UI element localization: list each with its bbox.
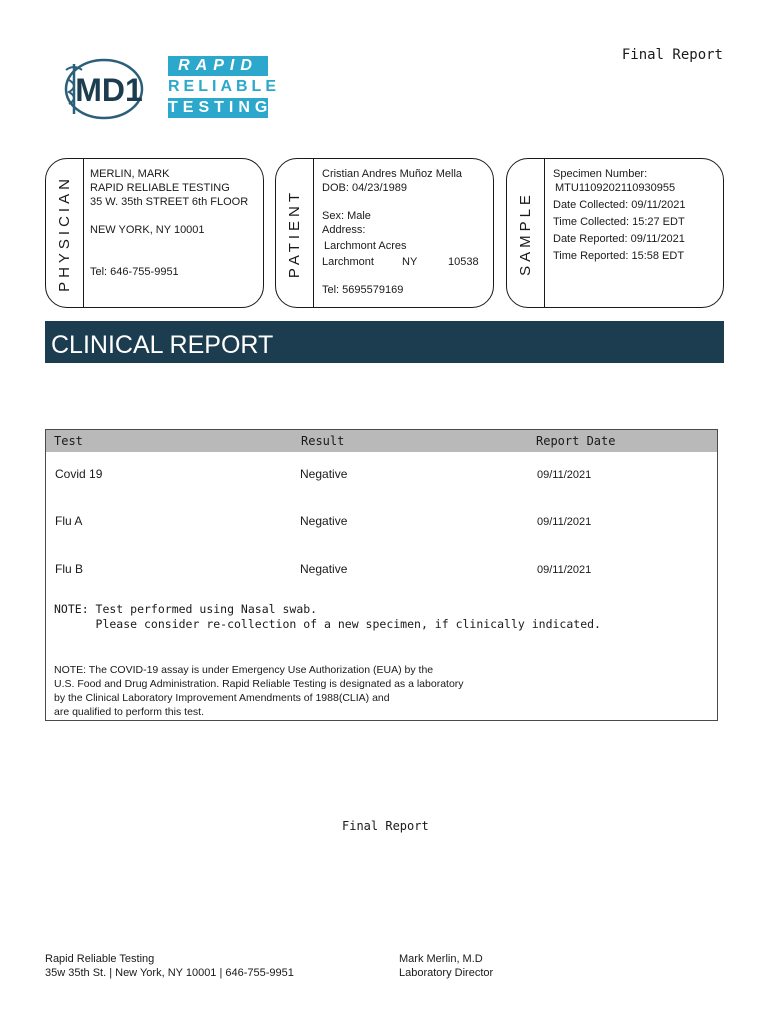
specimen-number-label: Specimen Number: xyxy=(553,168,648,180)
row-result: Negative xyxy=(300,562,348,576)
physician-label: PHYSICIAN xyxy=(56,174,74,292)
patient-tel: Tel: 5695579169 xyxy=(322,284,404,296)
col-header-report-date: Report Date xyxy=(536,434,616,448)
physician-city: NEW YORK, NY 10001 xyxy=(90,224,205,236)
eua-note-line: by the Clinical Laboratory Improvement Amendments of 1988(CLIA) and xyxy=(54,692,390,704)
sample-label: SAMPLE xyxy=(517,190,535,276)
date-reported-label: Date Reported: xyxy=(553,233,628,245)
date-collected: 09/11/2021 xyxy=(631,199,686,211)
clinical-report-banner: CLINICAL REPORT xyxy=(45,321,724,363)
physician-name: MERLIN, MARK xyxy=(90,168,170,180)
footer-director-name: Mark Merlin, M.D xyxy=(399,953,483,965)
footer-director-title: Laboratory Director xyxy=(399,967,494,979)
footer-organization xyxy=(45,952,294,980)
final-report-label: Final Report xyxy=(621,47,723,63)
patient-sex: Sex: Male xyxy=(322,210,371,222)
swab-note xyxy=(54,602,601,632)
footer-org-name: Rapid Reliable Testing xyxy=(45,953,155,965)
patient-label: PATIENT xyxy=(286,188,303,278)
table-row xyxy=(46,514,717,530)
row-result: Negative xyxy=(300,514,348,528)
footer-director xyxy=(399,952,493,980)
rapid-reliable-testing-logo xyxy=(168,56,280,119)
patient-address-label: Address: xyxy=(322,224,366,236)
final-report-footer-label: Final Report xyxy=(342,819,429,833)
swab-note-line1: NOTE: Test performed using Nasal swab. xyxy=(54,602,318,616)
col-header-test: Test xyxy=(54,434,83,448)
patient-name: Cristian Andres Muñoz Mella xyxy=(322,168,463,180)
date-reported: 09/11/2021 xyxy=(630,233,685,245)
results-header-row xyxy=(46,430,717,452)
physician-org: RAPID RELIABLE TESTING xyxy=(90,182,230,194)
row-test: Flu A xyxy=(55,514,83,528)
physician-box xyxy=(45,158,264,308)
row-test: Flu B xyxy=(55,562,84,576)
footer-org-address: 35w 35th St. | New York, NY 10001 | 646-755-9951 xyxy=(45,967,294,979)
md1-logo-text: MD1 xyxy=(75,72,143,108)
row-date: 09/11/2021 xyxy=(537,564,592,576)
results-table xyxy=(45,429,718,721)
row-test: Covid 19 xyxy=(55,467,103,481)
md1-logo xyxy=(62,56,146,122)
table-row xyxy=(46,467,717,483)
logo-line-reliable: RELIABLE xyxy=(168,78,280,95)
sample-box xyxy=(506,158,724,308)
specimen-number: MTU1109202110930955 xyxy=(555,182,676,194)
eua-note-line: are qualified to perform this test. xyxy=(54,706,204,718)
col-header-result: Result xyxy=(301,434,345,448)
eua-note-line: U.S. Food and Drug Administration. Rapid Reliable Testing is designated as a laboratory xyxy=(54,678,464,690)
table-row xyxy=(46,562,717,578)
patient-city: Larchmont xyxy=(322,256,374,268)
eua-note-line: NOTE: The COVID-19 assay is under Emergency Use Authorization (EUA) by the xyxy=(54,664,434,676)
logo-line-rapid: RAPID xyxy=(168,56,268,76)
patient-address-line1: Larchmont Acres xyxy=(324,240,407,252)
patient-box xyxy=(275,158,494,308)
swab-note-line2: Please consider re-collection of a new specimen, if clinically indicated. xyxy=(54,617,601,631)
time-collected: 15:27 EDT xyxy=(632,216,685,228)
row-result: Negative xyxy=(300,467,348,481)
date-collected-label: Date Collected: xyxy=(553,199,629,211)
physician-street: 35 W. 35th STREET 6th FLOOR xyxy=(90,196,249,208)
patient-dob: DOB: 04/23/1989 xyxy=(322,182,408,194)
time-reported-label: Time Reported: xyxy=(553,250,629,262)
row-date: 09/11/2021 xyxy=(537,469,592,481)
eua-note xyxy=(54,663,464,719)
physician-tel: Tel: 646-755-9951 xyxy=(90,266,179,278)
time-collected-label: Time Collected: xyxy=(553,216,630,228)
row-date: 09/11/2021 xyxy=(537,516,592,528)
patient-state: NY xyxy=(402,256,418,268)
time-reported: 15:58 EDT xyxy=(631,250,685,262)
patient-zip: 10538 xyxy=(448,256,479,268)
logo-line-testing: TESTING xyxy=(168,99,273,116)
